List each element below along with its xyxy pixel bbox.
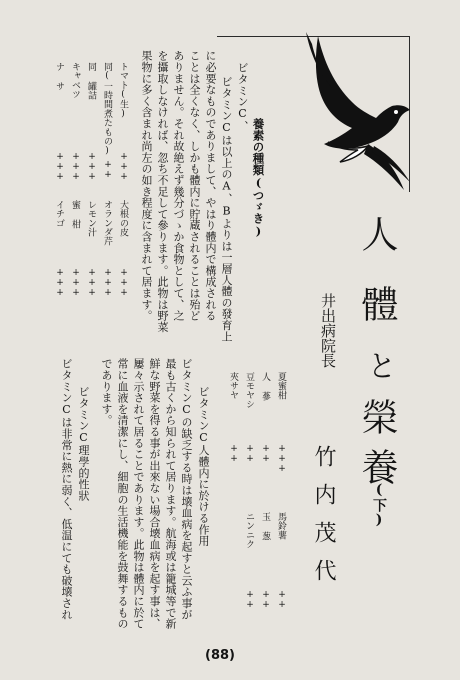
action-line-4: 屢々示されて居ることであります。此物は體内に於て [132, 358, 145, 630]
food-name: ナ サ [54, 62, 64, 91]
food-marks: +++ [55, 268, 65, 298]
body-line-5: を攝取しなければ、忽ち不足して參ります。此物は野菜 [156, 50, 169, 333]
food-marks: +++ [55, 152, 65, 182]
swallow-illustration [288, 22, 416, 194]
food-name: オランダ芹 [102, 200, 112, 246]
food-name: イチゴ [54, 200, 64, 228]
action-heading: ビタミンC人體内に於ける作用 [197, 386, 210, 547]
body-line-6: 果物に多く含まれ尚左の如き程度に含まれて居ます。 [140, 50, 153, 322]
food-marks: +++ [103, 268, 113, 298]
section-heading: 養素の種類(つゞき) [251, 118, 266, 238]
food-marks: ++ [245, 590, 255, 610]
title-char-1: 人 [355, 215, 398, 252]
food-marks: +++ [87, 268, 97, 298]
food-name: 夏蜜柑 [276, 372, 286, 400]
article-title-2: 體 [355, 285, 398, 322]
food-marks: ++ [277, 590, 287, 610]
food-name: レモン汁 [86, 200, 96, 237]
food-name: 蜜 柑 [70, 200, 80, 229]
food-marks: ++ [261, 444, 271, 464]
food-marks: ++ [103, 160, 113, 180]
article-title-3: と [361, 350, 396, 380]
article-title-5: 養 [355, 448, 398, 485]
food-name: ニンニク [244, 512, 254, 549]
food-name: 人 蔘 [260, 372, 270, 401]
food-marks: ++ [245, 444, 255, 464]
property-line: ビタミンCは非常に熱に弱く、低温にても破壊され [60, 358, 73, 620]
food-name: トマト(生) [118, 62, 128, 120]
author-name: 竹内茂代 [311, 445, 336, 597]
article-title-4: 榮 [355, 398, 398, 435]
action-line-2: 最も古くから知られて居ります。航海或は籠城等で新 [164, 358, 177, 630]
food-name: 馬鈴薯 [276, 512, 286, 540]
food-marks: +++ [277, 444, 287, 474]
food-marks: ++ [229, 444, 239, 464]
action-line-3: 鮮な野菜を得る事が出來ない場合壊血病を起す事は、 [148, 358, 161, 630]
food-name: 同(一時間煮たもの) [102, 62, 112, 156]
food-name: 豆モヤシ [244, 372, 254, 409]
food-marks: +++ [87, 152, 97, 182]
action-line-1: ビタミンCの缺乏する時は壊血病を起すと云ふ事が [180, 358, 193, 620]
article-title [355, 215, 398, 252]
action-line-5: 常に血液を清潔にし、細胞の生活機能を鼓舞するもの [116, 358, 129, 630]
food-name: 同 罐詰 [86, 62, 96, 100]
body-line-2: に必要なものでありまして、やはり體内で構成される [204, 50, 217, 322]
body-line-1: ビタミンCは以上のA、Bよりは一層人體の發育上 [220, 76, 233, 342]
food-marks: +++ [71, 268, 81, 298]
food-marks: +++ [119, 152, 129, 182]
food-name: 玉 葱 [260, 512, 270, 541]
food-marks: +++ [119, 268, 129, 298]
food-name: 夾サヤ [228, 372, 238, 400]
food-marks: +++ [71, 152, 81, 182]
article-title-suffix: (下) [371, 482, 387, 528]
author-affiliation: 井出病院長 [319, 293, 337, 368]
action-line-6: であります。 [100, 358, 113, 426]
food-name: 大根の皮 [118, 200, 128, 237]
body-line-4: ありません。それ故絶えず幾分づゝか食物として、之 [172, 50, 185, 322]
property-heading: ビタミンC理學的性狀 [77, 386, 90, 501]
page-number: (88) [205, 648, 235, 663]
food-marks: ++ [261, 590, 271, 610]
vitamin-c-heading: ビタミンC、 [236, 62, 249, 132]
food-name: キャベツ [70, 62, 80, 99]
body-line-3: ことは全くなく、しかも體内に貯蔵されることは殆ど [188, 50, 201, 322]
